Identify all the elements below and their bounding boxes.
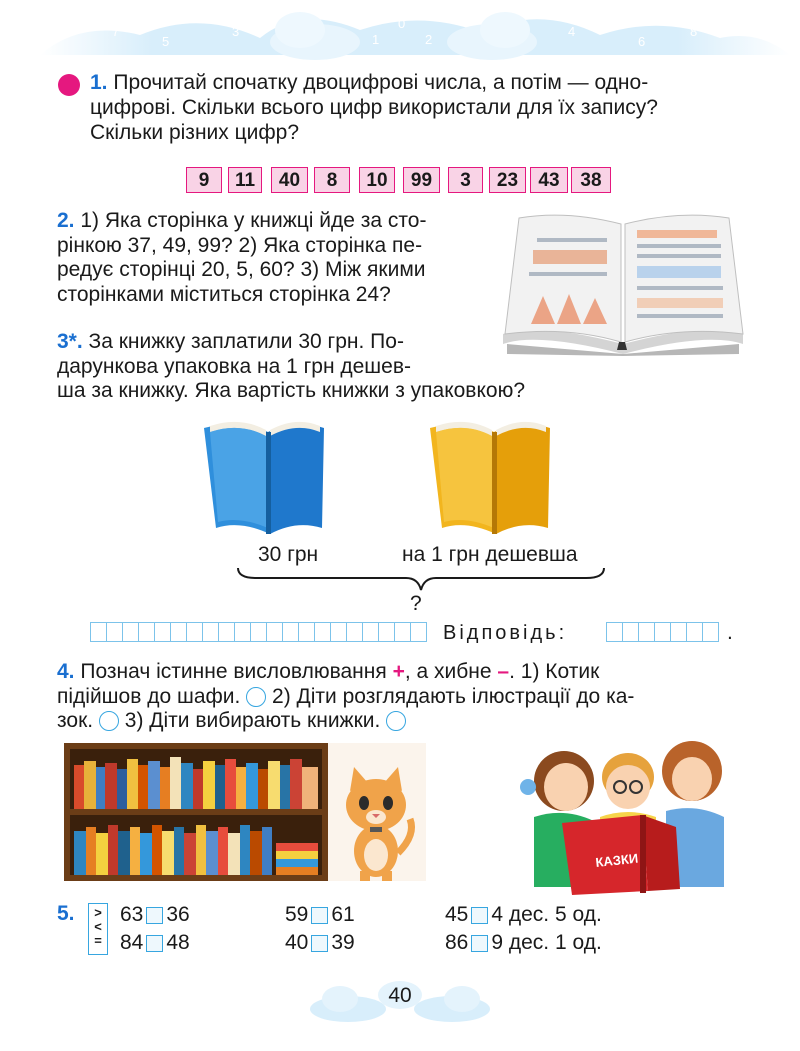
price-label-left: 30 грн [258, 543, 319, 566]
number-box: 8 [314, 167, 350, 193]
cloud-digit: 3 [232, 24, 240, 39]
question-mark: ? [410, 592, 422, 615]
ex5-number: 5. [57, 902, 75, 925]
answer-label: Відповідь: [443, 622, 568, 644]
number-box: 3 [448, 167, 483, 193]
compare-box[interactable] [471, 907, 488, 924]
header-clouds [0, 0, 800, 70]
compare-box[interactable] [311, 907, 328, 924]
ex5-col2: 59 61 40 39 [285, 903, 355, 954]
answer-circle-3[interactable] [386, 711, 406, 731]
ex1-number: 1. [90, 71, 108, 94]
number-box: 11 [228, 167, 262, 193]
kids-reading-image [516, 737, 734, 897]
solution-cells[interactable] [90, 622, 426, 642]
cloud-digit: 8 [690, 24, 698, 39]
ex1-text: 1. Прочитай спочатку двоцифрові числа, а потім — одно- цифрові. Скільки всього цифр використали для їх запису? Скільки різних цифр? [90, 71, 658, 144]
cloud-digit: 5 [162, 34, 170, 49]
cloud-digit: 6 [638, 34, 646, 49]
blue-book-image [200, 418, 330, 536]
answer-cells[interactable] [606, 622, 718, 642]
number-box: 23 [489, 167, 526, 193]
compare-box[interactable] [311, 935, 328, 952]
cloud-digit: 7 [112, 24, 120, 39]
compare-box[interactable] [146, 935, 163, 952]
comparison-signs-box: > < = [88, 903, 108, 955]
cloud-digit: 0 [398, 16, 406, 31]
book-title: КАЗКИ [594, 850, 639, 870]
ex3-number: 3*. [57, 330, 83, 353]
answer-circle-2[interactable] [99, 711, 119, 731]
number-box: 38 [571, 167, 611, 193]
ex5-col3: 45 4 дес. 5 од. 86 9 дес. 1 од. [445, 903, 602, 954]
number-box: 9 [186, 167, 222, 193]
compare-box[interactable] [146, 907, 163, 924]
ex4-number: 4. [57, 660, 75, 683]
cloud-digit: 4 [568, 24, 576, 39]
price-label-right: на 1 грн дешевша [402, 543, 578, 566]
bookshelf-cat-image [64, 743, 426, 881]
compare-box[interactable] [471, 935, 488, 952]
ex2-text: 2. 1) Яка сторінка у книжці йде за сто- рінкою 37, 49, 99? 2) Яка сторінка пе- редує сторінці 20, 5, 60? 3) Між якими сторінками міститься сторінка 24? [57, 209, 427, 306]
page-number: 40 [388, 984, 412, 1007]
number-box: 40 [271, 167, 308, 193]
number-box: 10 [359, 167, 395, 193]
answer-circle-1[interactable] [246, 687, 266, 707]
number-box: 99 [403, 167, 440, 193]
ex5-col1: 63 36 84 48 [120, 903, 190, 954]
ex3-text: 3*. За книжку заплатили 30 грн. По- дарункова упаковка на 1 грн дешев- ша за книжку. Яка вартість книжки з упаковкою? [57, 330, 525, 402]
ex4-text: 4. Познач істинне висловлювання +, а хибне –. 1) Котик підійшов до шафи. 2) Діти розглядають ілюстрації до ка- зок. 3) Діти вибирають книжки. [57, 660, 635, 732]
cloud-digit: 1 [372, 32, 380, 47]
yellow-book-image [426, 418, 556, 536]
curly-brace [236, 566, 606, 592]
answer-period: . [727, 621, 733, 644]
cloud-digit: 2 [425, 32, 433, 47]
number-box: 43 [530, 167, 568, 193]
ex1-marker [58, 74, 80, 96]
ex2-number: 2. [57, 209, 75, 232]
